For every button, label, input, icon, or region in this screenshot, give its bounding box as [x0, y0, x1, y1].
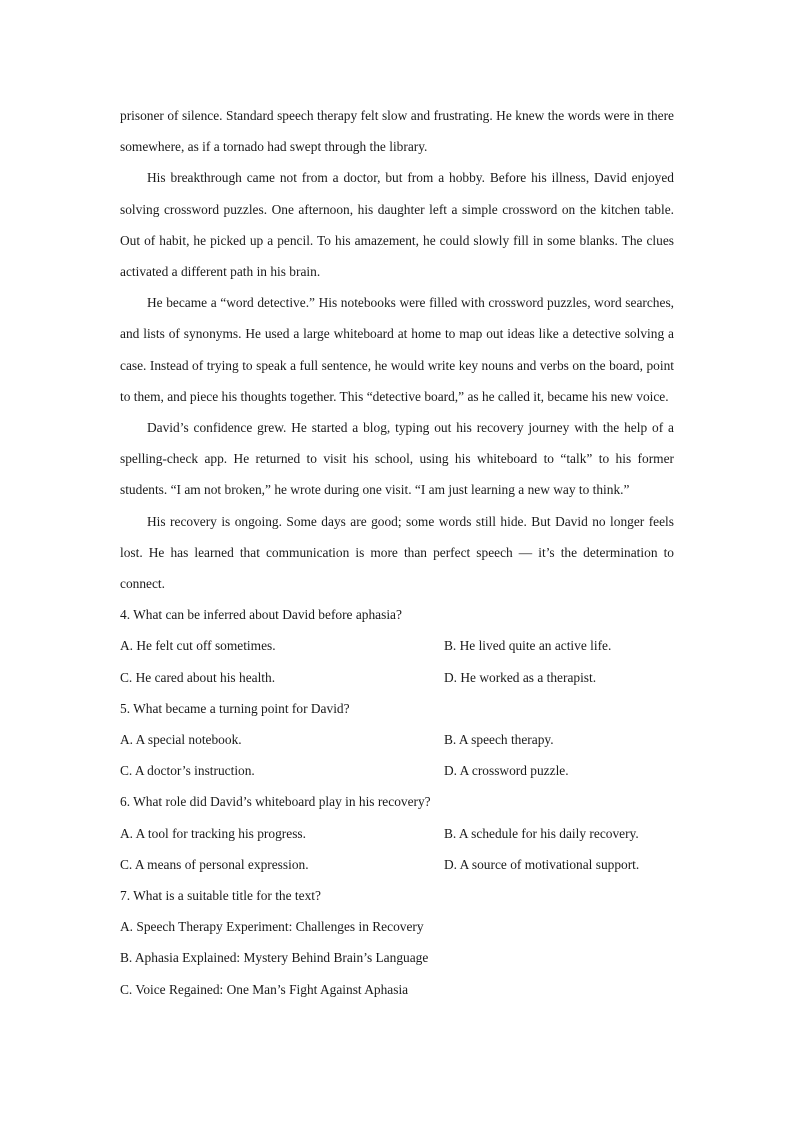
question-stem: 7. What is a suitable title for the text? [120, 888, 321, 904]
answer-options [120, 630, 674, 692]
question-block [120, 880, 674, 1005]
passage-paragraph: He became a “word detective.” His notebooks were filled with crossword puzzles, word searches, and lists of synonyms. He used a large whiteboard at home to map out ideas like a detective solving a case. Instead of trying to speak a full sentence, he would write key nouns and verbs on the board, point to them, and piece his thoughts together. This “detective board,” as he called it, became his new voice. [120, 295, 674, 404]
answer-option: B. He lived quite an active life. [444, 638, 612, 654]
answer-option: A. He felt cut off sometimes. [120, 638, 276, 654]
answer-option: A. A tool for tracking his progress. [120, 825, 306, 841]
answer-option: C. A doctor’s instruction. [120, 763, 255, 779]
answer-option: D. He worked as a therapist. [444, 669, 597, 685]
answer-option: D. A source of motivational support. [444, 856, 640, 872]
question-stem: 5. What became a turning point for David? [120, 700, 350, 716]
answer-option: B. A schedule for his daily recovery. [444, 825, 639, 841]
answer-option: D. A crossword puzzle. [444, 763, 569, 779]
reading-passage [120, 100, 674, 599]
question-block [120, 693, 674, 787]
answer-options [120, 818, 674, 880]
answer-options [120, 724, 674, 786]
answer-option: C. Voice Regained: One Man’s Fight Against Aphasia [120, 981, 409, 997]
question-stem: 4. What can be inferred about David before aphasia? [120, 607, 402, 623]
question-stem: 6. What role did David’s whiteboard play in his recovery? [120, 794, 431, 810]
passage-paragraph: David’s confidence grew. He started a blog, typing out his recovery journey with the help of a spelling-check app. He returned to visit his school, using his whiteboard to “talk” to his former students. “I am not broken,” he wrote during one visit. “I am just learning a new way to think.” [120, 420, 674, 498]
answer-option: B. Aphasia Explained: Mystery Behind Brain’s Language [120, 950, 429, 966]
document-page [120, 100, 674, 1005]
passage-paragraph: His recovery is ongoing. Some days are good; some words still hide. But David no longer feels lost. He has learned that communication is more than perfect speech — it’s the determination to connect. [120, 513, 674, 592]
passage-paragraph: prisoner of silence. Standard speech therapy felt slow and frustrating. He knew the words were in there somewhere, as if a tornado had swept through the library. [120, 108, 674, 155]
passage-paragraph: His breakthrough came not from a doctor, but from a hobby. Before his illness, David enjoyed solving crossword puzzles. One afternoon, his daughter left a simple crossword on the kitchen table. Out of habit, he picked up a pencil. To his amazement, he could slowly fill in some blanks. The clues activated a different path in his brain. [120, 170, 674, 280]
answer-options [120, 911, 674, 1005]
question-block [120, 599, 674, 693]
answer-option: A. Speech Therapy Experiment: Challenges in Recovery [120, 919, 424, 935]
answer-option: A. A special notebook. [120, 732, 242, 748]
question-block [120, 786, 674, 880]
answer-option: B. A speech therapy. [444, 732, 554, 748]
answer-option: C. A means of personal expression. [120, 856, 309, 872]
answer-option: C. He cared about his health. [120, 669, 276, 685]
